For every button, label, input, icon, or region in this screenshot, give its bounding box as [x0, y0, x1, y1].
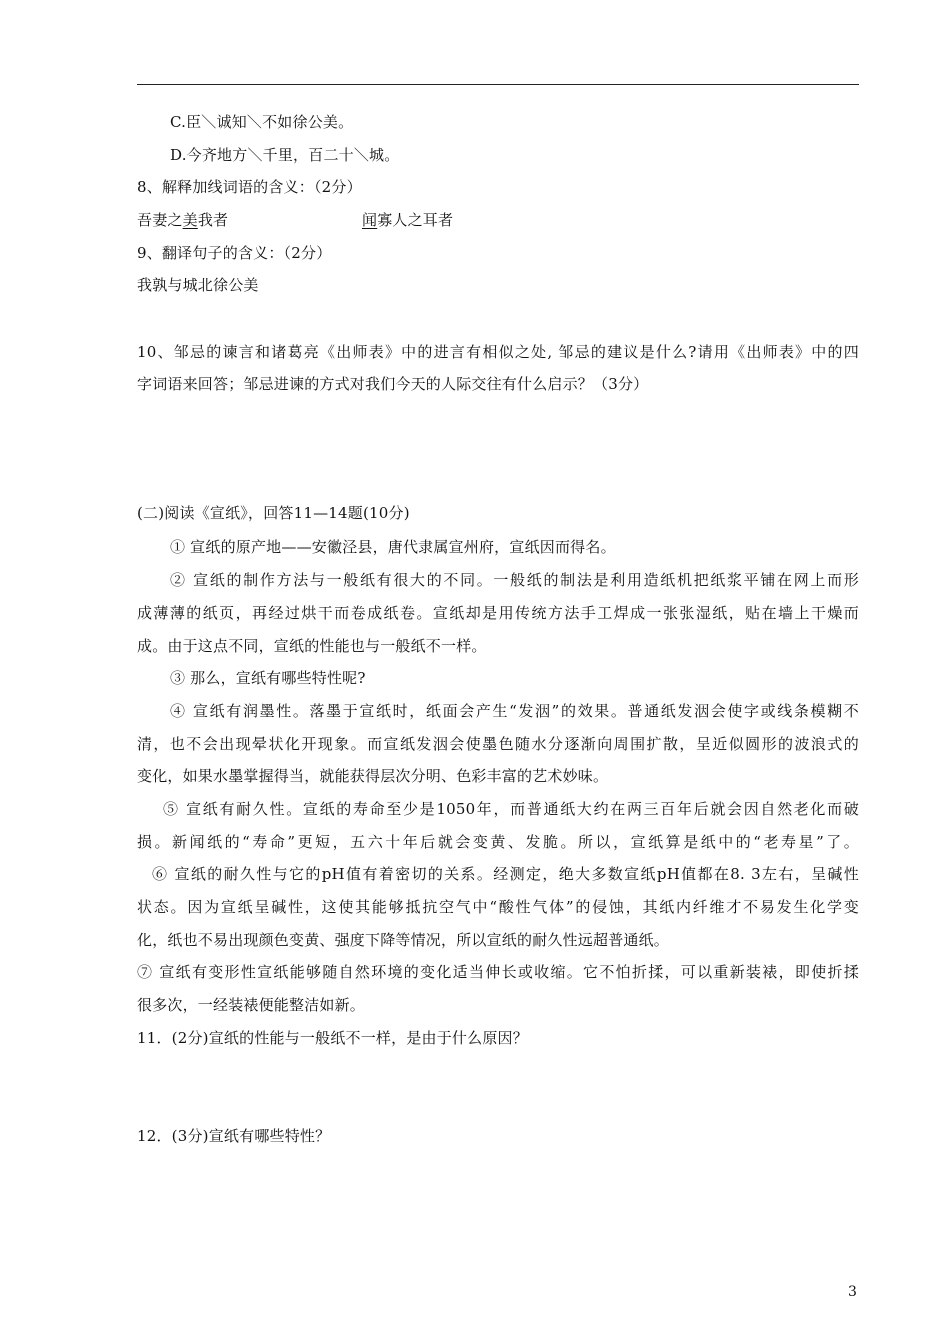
para-7-line1: ⑦ 宣纸有变形性宣纸能够随自然环境的变化适当伸长或收缩。它不怕折揉，可以重新装裱，即使折揉 — [137, 963, 859, 981]
para-4-line1: ④ 宣纸有润墨性。落墨于宣纸时，纸面会产生“发洇”的效果。普通纸发洇会使字或线条模糊不 — [170, 702, 859, 720]
q12-question: 12．(3分)宣纸有哪些特性？ — [137, 1127, 331, 1145]
q8-item1: 吾妻之美我者 — [137, 211, 229, 229]
para-7-line2: 很多次，一经装裱便能整洁如新。 — [137, 996, 366, 1014]
para-4-line3: 变化，如果水墨掌握得当，就能获得层次分明、色彩丰富的艺术妙味。 — [137, 767, 609, 785]
page-number: 3 — [848, 1284, 857, 1300]
q8-items — [137, 210, 859, 230]
para-5-line1: ⑤ 宣纸有耐久性。宣纸的寿命至少是1050年，而普通纸大约在两三百年后就会因自然老化而破 — [163, 800, 859, 818]
q8-prompt: 8、解释加线词语的含义：（2分） — [137, 178, 362, 196]
q8-item2: 闻寡人之耳者 — [362, 211, 454, 229]
q7-option-d: D.今齐地方＼千里，百二十＼城。 — [170, 146, 400, 164]
para-1: ① 宣纸的原产地——安徽泾县，唐代隶属宣州府，宣纸因而得名。 — [170, 538, 616, 556]
section2-heading: (二)阅读《宣纸》，回答11—14题(10分) — [137, 504, 410, 522]
q10-line1: 10、邹忌的谏言和诸葛亮《出师表》中的进言有相似之处, 邹忌的建议是什么?请用《出师表》中的四 — [137, 343, 859, 361]
para-5-line2: 损。新闻纸的“寿命”更短，五六十年后就会变黄、发脆。所以，宣纸算是纸中的“老寿星”了。 — [137, 833, 859, 851]
para-2-line2: 成薄薄的纸页，再经过烘干而卷成纸卷。宣纸却是用传统方法手工焊成一张张湿纸，贴在墙上干燥而 — [137, 604, 859, 622]
underlined-word-mei: 美 — [182, 211, 198, 229]
para-3: ③ 那么，宣纸有哪些特性呢? — [170, 669, 366, 687]
para-2-line3: 成。由于这点不同，宣纸的性能也与一般纸不一样。 — [137, 637, 487, 655]
para-6-line2: 状态。因为宣纸呈碱性，这使其能够抵抗空气中“酸性气体”的侵蚀，其纸内纤维才不易发生化学变 — [137, 898, 859, 916]
header-rule — [137, 84, 859, 85]
q7-option-c: C.臣＼诚知＼不如徐公美。 — [170, 113, 354, 131]
para-2-line1: ② 宣纸的制作方法与一般纸有很大的不同。一般纸的制法是利用造纸机把纸浆平铺在网上而形 — [170, 571, 859, 589]
para-6-line1: ⑥ 宣纸的耐久性与它的pH值有着密切的关系。经测定，绝大多数宣纸pH值都在8. 3左右，呈碱性 — [152, 865, 859, 883]
q11-question: 11．(2分)宣纸的性能与一般纸不一样，是由于什么原因？ — [137, 1029, 528, 1047]
underlined-word-wen: 闻 — [362, 211, 378, 229]
q9-sentence: 我孰与城北徐公美 — [137, 276, 259, 294]
para-4-line2: 清，也不会出现晕状化开现象。而宣纸发洇会使墨色随水分逐渐向周围扩散，呈近似圆形的波浪式的 — [137, 735, 859, 753]
q9-prompt: 9、翻译句子的含义：（2分） — [137, 244, 332, 262]
para-6-line3: 化，纸也不易出现颜色变黄、强度下降等情况，所以宣纸的耐久性远超普通纸。 — [137, 931, 670, 949]
q10-line2: 字词语来回答；邹忌进谏的方式对我们今天的人际交往有什么启示？（3分） — [137, 375, 649, 393]
